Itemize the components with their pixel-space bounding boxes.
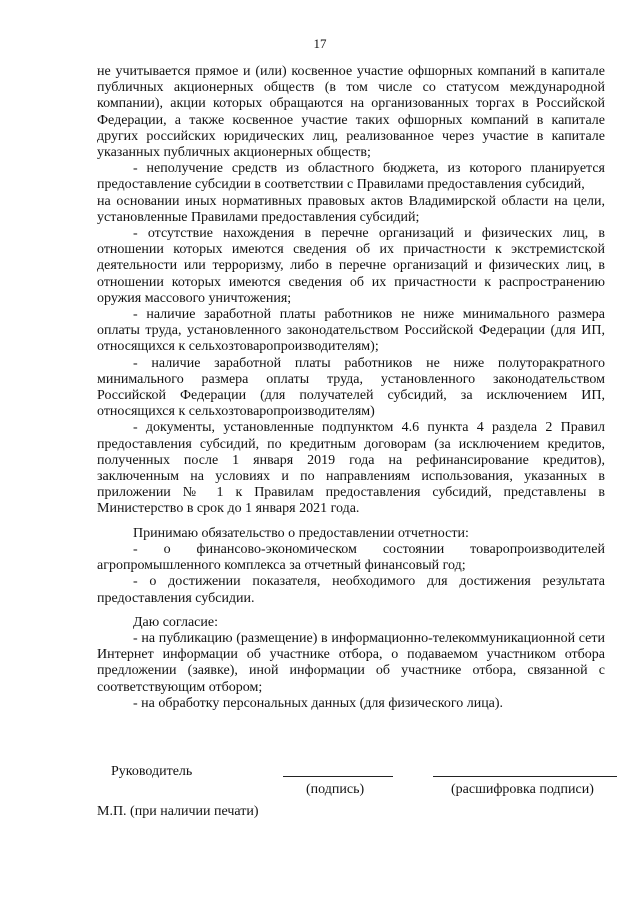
signature-decoding-line [433,776,617,777]
paragraph-indicator-report: - о достижении показателя, необходимого для достижения результата предоставления субсидии. [97,574,605,606]
paragraph-documents: - документы, установленные подпунктом 4.6 пункта 4 раздела 2 Правил предоставления субсидий, по кредитным договорам (за исключением кредитов, полученных после 1 января 2019 года на рефинансирование кредитов), заключенным на условиях и по направлениям использования, указанных в приложении № 1 к Правилам предоставления субсидий, представлены в Министерство в срок до 1 января 2021 года. [97,420,605,517]
paragraph-other-acts: на основании иных нормативных правовых актов Владимирской области на цели, установленные Правилами предоставления субсидий; [97,193,605,225]
spacer [97,607,605,615]
signature-decoding-caption: (расшифровка подписи) [451,782,594,797]
page-number: 17 [313,36,327,51]
signature-line [283,776,393,777]
paragraph-1-5-min-wage: - наличие заработной платы работников не ниже полуторакратного минимального размера оплаты труда, установленного законодательством Российской Федерации (для получателей субсидий, за исключением ИП, относящихся к сельхозтоваропроизводителям) [97,355,605,420]
paragraph-min-wage: - наличие заработной платы работников не ниже минимального размера оплаты труда, установленного законодательством Российской Федерации (для ИП, относящихся к сельхозтоваропроизводителям); [97,307,605,355]
paragraph-financial-report: - о финансово-экономическом состоянии товаропроизводителей агропромышленного комплекса за отчетный финансовый год; [97,541,605,574]
paragraph-extremism-list: - отсутствие нахождения в перечне организаций и физических лиц, в отношении которых имеются сведения об их причастности к экстремистской деятельности или терроризму, либо в перечне организаций и физических лиц, в отношении которых имеются сведения об их причастности к распространению оружия массового уничтожения; [97,226,605,306]
paragraph-reporting-obligation: Принимаю обязательство о предоставлении отчетности: [133,525,469,541]
paragraph-personal-data-consent: - на обработку персональных данных (для физического лица). [133,695,504,711]
paragraph-publication-consent: - на публикацию (размещение) в информационно-телекоммуникационной сети Интернет информации об участнике отбора, о подаваемом участником отбора предложении (заявке), иной информации об участнике отбора, связанной с соответствующим отбором; [97,630,605,695]
signature-block [97,764,617,824]
signature-caption: (подпись) [306,782,365,797]
paragraph-offshore: не учитывается прямое и (или) косвенное участие офшорных компаний в капитале публичных акционерных обществ (в том числе со статусом международной компании), акции которых обращаются на организованных торгах в Российской Федерации, а также косвенное участие таких офшорных компаний в капитале других российских юридических лиц, реализованное через участие в капитале указанных публичных акционерных обществ; [97,64,605,161]
signatory-title: Руководитель [111,764,193,779]
document-body [97,64,605,712]
stamp-note: М.П. (при наличии печати) [97,804,259,819]
spacer [97,518,605,526]
paragraph-no-regional-funds: - неполучение средств из областного бюджета, из которого планируется предоставление субсидии в соответствии с Правилами предоставления субсидий, [97,161,605,193]
paragraph-consent: Даю согласие: [133,614,218,630]
